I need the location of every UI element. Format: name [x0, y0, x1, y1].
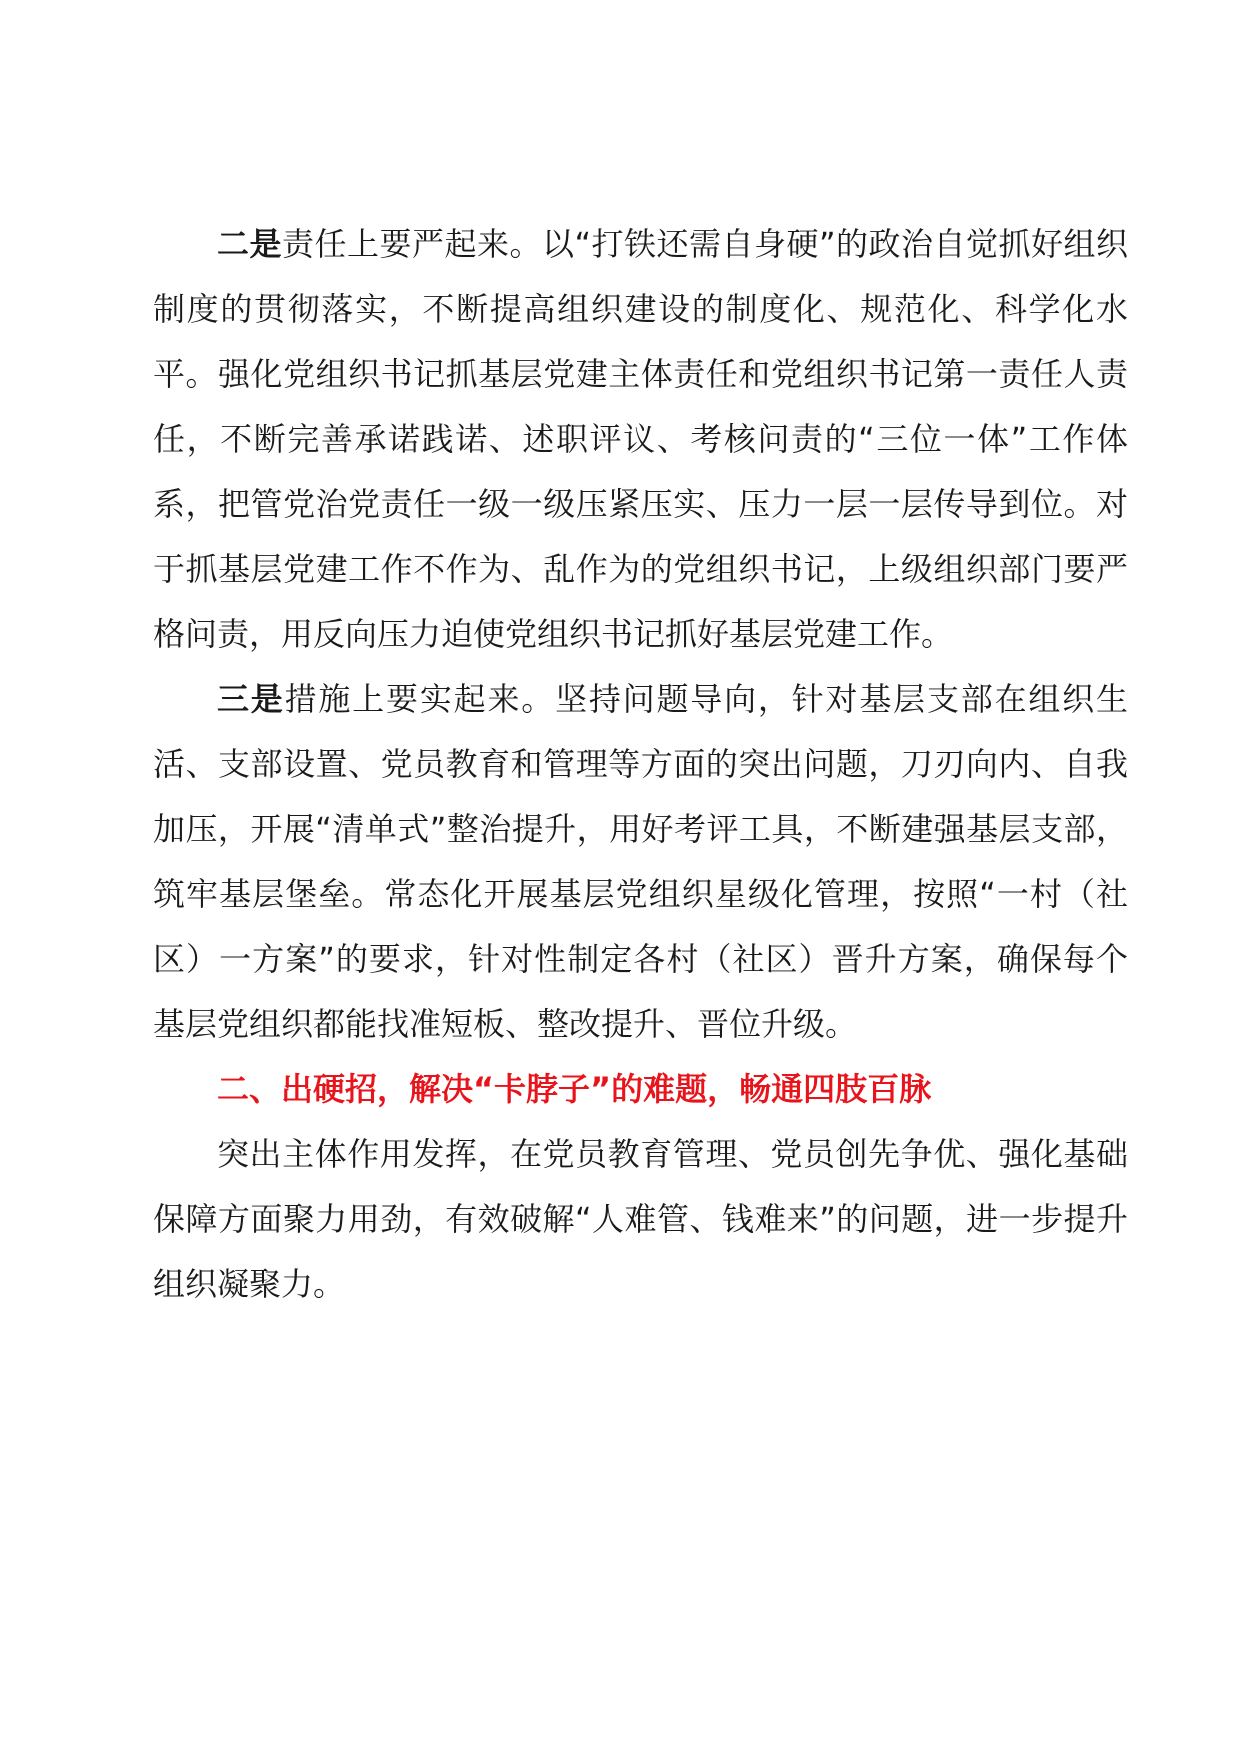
document-page [153, 212, 1128, 1317]
paragraph-measures [153, 667, 1128, 1057]
paragraph-lead: 三是 [217, 680, 285, 718]
section-heading: 二、出硬招，解决“卡脖子”的难题，畅通四肢百脉 [217, 1070, 932, 1108]
paragraph-responsibility [153, 212, 1128, 667]
section-paragraph: 突出主体作用发挥，在党员教育管理、党员创先争优、强化基础保障方面聚力用劲，有效破解“人难管、钱难来”的问题，进一步提升组织凝聚力。 [153, 1135, 1128, 1303]
paragraph-body: 措施上要实起来。坚持问题导向，针对基层支部在组织生活、支部设置、党员教育和管理等方面的突出问题，刀刃向内、自我加压，开展“清单式”整治提升，用好考评工具，不断建强基层支部，筑牢基层堡垒。常态化开展基层党组织星级化管理，按照“一村（社区）一方案”的要求，针对性制定各村（社区）晋升方案，确保每个基层党组织都能找准短板、整改提升、晋位升级。 [153, 680, 1128, 1043]
paragraph-body: 责任上要严起来。以“打铁还需自身硬”的政治自觉抓好组织制度的贯彻落实，不断提高组织建设的制度化、规范化、科学化水平。强化党组织书记抓基层党建主体责任和党组织书记第一责任人责任，不断完善承诺践诺、述职评议、考核问责的“三位一体”工作体系，把管党治党责任一级一级压紧压实、压力一层一层传导到位。对于抓基层党建工作不作为、乱作为的党组织书记，上级组织部门要严格问责，用反向压力迫使党组织书记抓好基层党建工作。 [153, 225, 1128, 653]
paragraph-lead: 二是 [217, 225, 282, 263]
